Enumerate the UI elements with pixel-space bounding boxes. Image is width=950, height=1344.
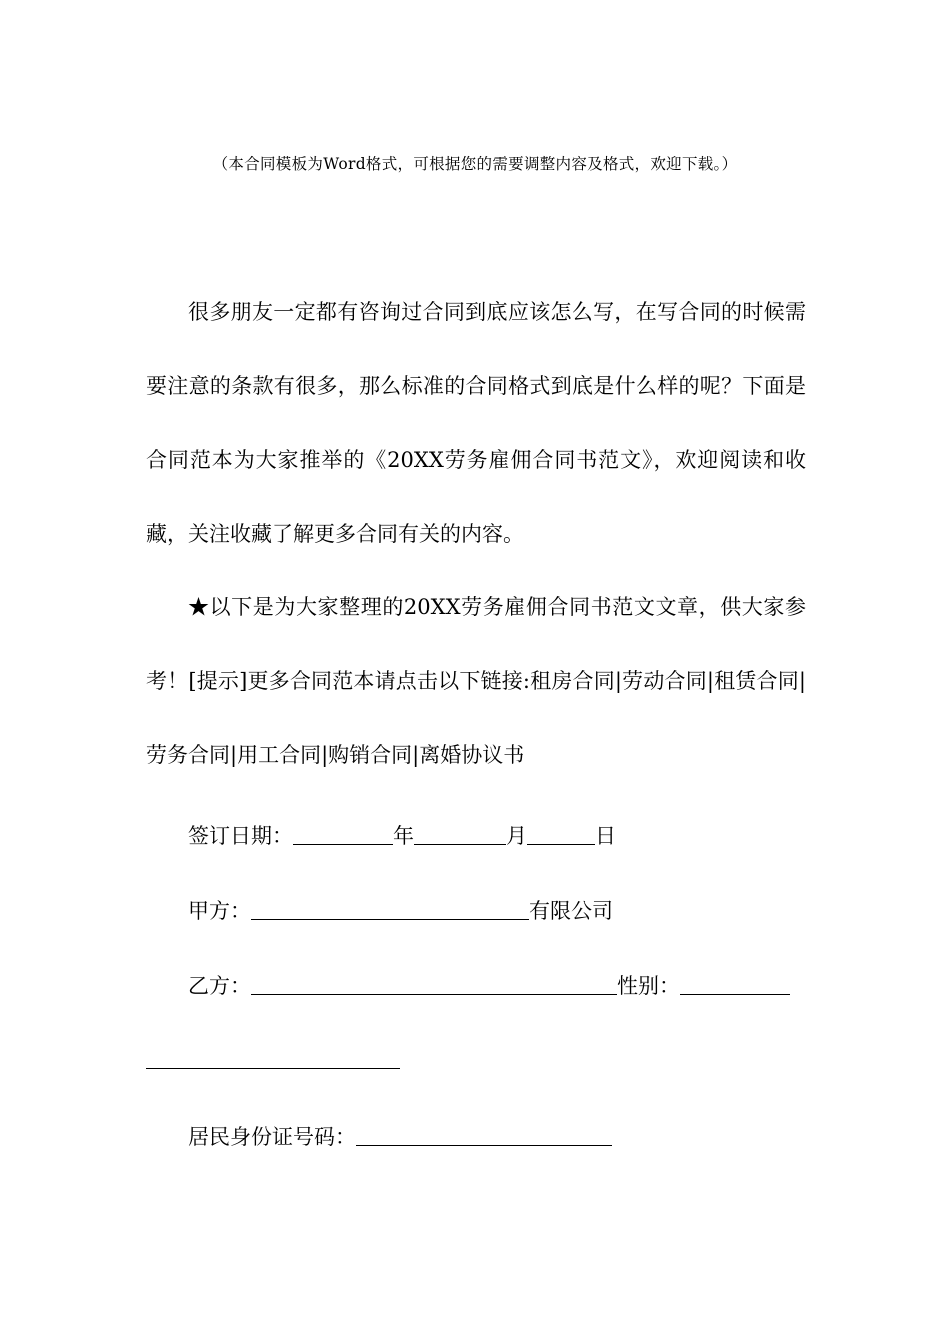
sign-date-month-blank[interactable] [414, 824, 506, 845]
party-a-name-blank[interactable] [251, 899, 529, 920]
party-b-continuation-blank[interactable] [146, 1068, 400, 1069]
tip-paragraph: ★以下是为大家整理的20XX劳务雇佣合同书范文文章，供大家参考！[提示]更多合同范本请点击以下链接:租房合同|劳动合同|租赁合同|劳务合同|用工合同|购销合同|离婚协议书 [146, 595, 806, 767]
id-number-line [146, 1122, 612, 1152]
party-b-gender-blank[interactable] [680, 974, 790, 995]
tip-paragraph-block [146, 570, 806, 792]
party-a-suffix: 有限公司 [529, 899, 613, 923]
sign-date-day-label: 日 [595, 824, 616, 848]
sign-date-month-label: 月 [506, 824, 527, 848]
party-b-line [146, 971, 790, 1001]
sign-date-label: 签订日期： [188, 824, 293, 848]
id-number-blank[interactable] [356, 1125, 612, 1146]
party-b-gender-label: 性别： [617, 974, 680, 998]
sign-date-year-blank[interactable] [293, 824, 393, 845]
party-a-label: 甲方： [188, 899, 251, 923]
party-b-name-blank[interactable] [251, 974, 617, 995]
id-number-label: 居民身份证号码： [188, 1125, 356, 1149]
template-note: （本合同模板为Word格式，可根据您的需要调整内容及格式，欢迎下载。） [212, 155, 738, 173]
intro-paragraph: 很多朋友一定都有咨询过合同到底应该怎么写，在写合同的时候需要注意的条款有很多，那么标准的合同格式到底是什么样的呢？下面是合同范本为大家推举的《20XX劳务雇佣合同书范文》，欢迎阅读和收藏，关注收藏了解更多合同有关的内容。 [146, 300, 806, 546]
sign-date-day-blank[interactable] [527, 824, 595, 845]
sign-date-line [146, 821, 616, 851]
party-b-label: 乙方： [188, 974, 251, 998]
intro-paragraph-block [146, 275, 806, 571]
sign-date-year-label: 年 [393, 824, 414, 848]
party-a-line [146, 896, 613, 926]
